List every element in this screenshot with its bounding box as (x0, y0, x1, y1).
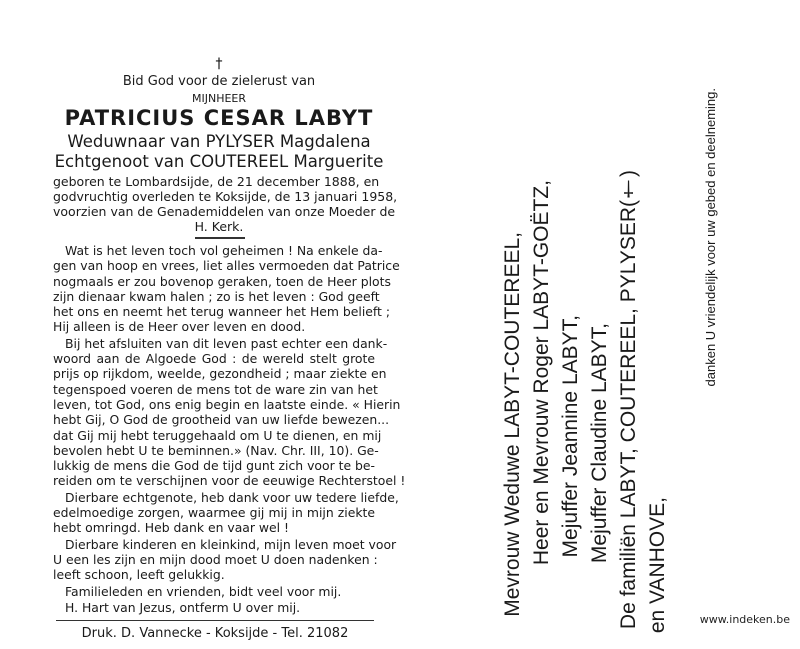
divider (56, 620, 374, 621)
text-line: H. Hart van Jezus, ontferm U over mij. (65, 599, 301, 615)
text-line: Bij het afsluiten van dit leven past echter een dank- (65, 335, 388, 351)
text-line: reiden om te verschijnen voor de eeuwige Rechterstoel ! (53, 473, 406, 489)
paragraph (53, 536, 397, 583)
text-line: leeft schoon, leeft gelukkig. (53, 567, 225, 583)
text-line: prijs op rijkdom, weelde, gezondheid ; maar ziekte en (53, 366, 387, 382)
deceased-name: PATRICIUS CESAR LABYT (64, 106, 374, 130)
family-line: en VANHOVE, (646, 497, 669, 634)
honorific: MIJNHEER (191, 92, 247, 105)
family-line: Heer en Mevrouw Roger LABYT-GOËTZ, (530, 180, 553, 566)
divider (195, 237, 245, 239)
text-line: tegenspoed voeren de mens tot de ware zin van het (53, 381, 378, 397)
text-line: Dierbare kinderen en kleinkind, mijn leven moet voor (65, 536, 397, 552)
text-line: dat Gij mij hebt teruggehaald om U te dienen, en mij (53, 427, 382, 443)
text-line: lukkig de mens die God de tijd gunt zich voor te be- (53, 458, 375, 474)
thanks-line: danken U vriendelijk voor uw gebed en deelneming. (703, 88, 718, 387)
invocation: Bid God voor de zielerust van (122, 74, 316, 89)
text-line: gen van hoop en vrees, liet alles vermoeden dat Patrice (53, 258, 400, 274)
family-line: De familiën LABYT, COUTEREEL, PYLYSER(†) (617, 170, 640, 630)
text-line: bevolen hebt U te beminnen.» (Nav. Chr. III, 10). Ge- (53, 442, 379, 458)
birth-line: geboren te Lombardsijde, de 21 december 1888, en (53, 174, 380, 189)
death-line: godvruchtig overleden te Koksijde, de 13 januari 1958, (53, 189, 398, 204)
sacraments-line: voorzien van de Genademiddelen van onze Moeder de (53, 204, 396, 219)
text-line: U een les zijn en mijn dood moet U doen nadenken : (53, 551, 378, 567)
family-line: Mejuffer Claudine LABYT, (588, 323, 611, 564)
family-line: Mejuffer Jeannine LABYT, (559, 315, 582, 558)
watermark: www.indeken.be (699, 613, 790, 626)
paragraph (53, 584, 375, 599)
card-text (53, 242, 406, 615)
cross-icon: † (215, 56, 223, 72)
text-line: hebt omringd. Heb dank en vaar wel ! (53, 520, 290, 536)
text-line: Wat is het leven toch vol geheimen ! Na enkele da- (65, 243, 383, 258)
sacraments-end: H. Kerk. (194, 219, 244, 234)
text-line: zijn dienaar kwam halen ; zo is het leven : God geeft (53, 288, 380, 304)
text-line: leven, tot God, ons enig begin en laatste einde. « Hierin (53, 396, 401, 412)
text-line: hebt Gij, O God de grootheid van uw liefde bewezen... (53, 412, 390, 428)
text-line: woord aan de Algoede God : de wereld stelt grote (53, 351, 375, 367)
text-line: Familieleden en vrienden, bidt veel voor mij. (65, 583, 342, 599)
family-line: Mevrouw Weduwe LABYT-COUTEREEL, (501, 232, 524, 617)
paragraph (53, 335, 406, 489)
text-line: het ons en neemt het terug wanneer het Hem belieft ; (53, 304, 391, 320)
spouse-line: Echtgenoot van COUTEREEL Marguerite (54, 152, 384, 171)
text-line: nogmaals er zou bovenop geraken, toen de Heer plots (53, 273, 391, 289)
paragraph (53, 600, 375, 615)
printer-credit: Druk. D. Vannecke - Koksijde - Tel. 21082 (81, 626, 349, 641)
widower-line: Weduwnaar van PYLYSER Magdalena (67, 132, 371, 151)
paragraph (53, 489, 399, 536)
paragraph (53, 243, 400, 335)
text-line: edelmoedige zorgen, waarmee gij mij in mijn ziekte (53, 505, 375, 521)
text-line: Hij alleen is de Heer over leven en dood. (53, 319, 306, 335)
text-line: Dierbare echtgenote, heb dank voor uw tedere liefde, (65, 489, 399, 505)
